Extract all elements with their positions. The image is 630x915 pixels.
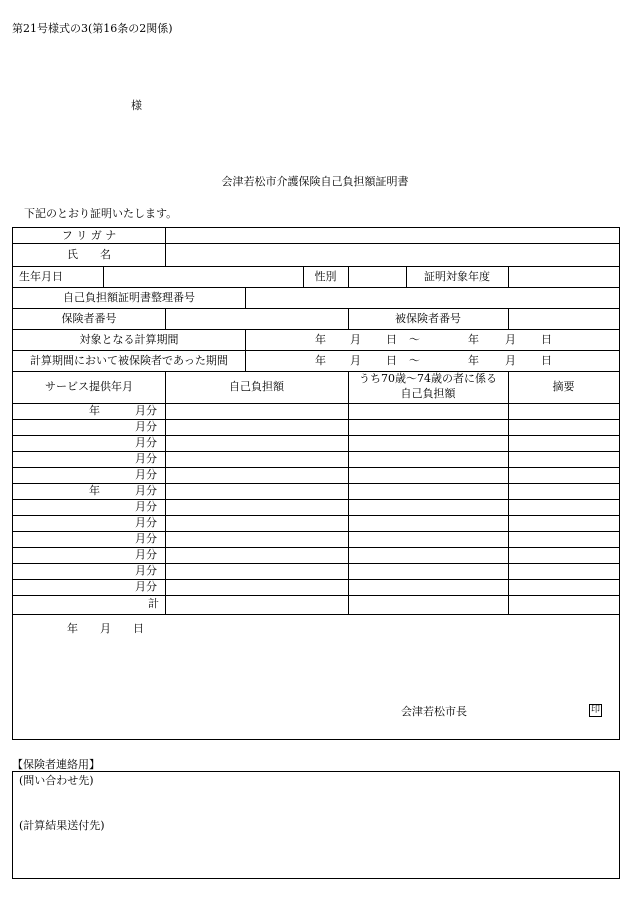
- period2-month: 月: [350, 354, 361, 367]
- send-to-label: (計算結果送付先): [19, 819, 105, 832]
- form-number: 第21号様式の3(第16条の2関係): [12, 22, 173, 35]
- month-row: 月分: [135, 580, 157, 593]
- month-row: 月分: [135, 500, 157, 513]
- name-label: 氏 名: [67, 248, 111, 261]
- month-row: 月分: [135, 564, 157, 577]
- period1-tilde: ～: [409, 333, 420, 346]
- insurer-number-label: 保険者番号: [61, 312, 117, 325]
- certificate-form: [12, 227, 620, 740]
- intro-text: 下記のとおり証明いたします。: [24, 207, 178, 220]
- month-row: 月分: [135, 516, 157, 529]
- month-row: 月分: [135, 452, 157, 465]
- period2-end-year: 年: [468, 354, 479, 367]
- period2-end-day: 日: [541, 354, 552, 367]
- cert-number-label: 自己負担額証明書整理番号: [63, 291, 195, 304]
- col-service-header: サービス提供年月: [45, 380, 133, 393]
- month-row: 月分: [135, 532, 157, 545]
- month-row: 月分: [135, 436, 157, 449]
- month-row: 月分: [135, 484, 157, 497]
- furigana-label: フ リ ガ ナ: [61, 229, 117, 242]
- period1-month: 月: [350, 333, 361, 346]
- period2-end-month: 月: [505, 354, 516, 367]
- insured-number-label: 被保険者番号: [395, 312, 461, 325]
- seal-icon: 印: [590, 705, 600, 715]
- gender-label: 性別: [314, 270, 337, 283]
- col-age-header-line1: うち70歳～74歳の者に係る: [359, 372, 497, 385]
- period1-end-year: 年: [468, 333, 479, 346]
- issue-date: 年 月 日: [67, 622, 144, 635]
- col-summary-header: 摘要: [552, 380, 575, 393]
- birthdate-label: 生年月日: [19, 270, 63, 283]
- addressee-suffix: 様: [131, 99, 142, 112]
- period2-year: 年: [315, 354, 326, 367]
- period1-end-day: 日: [541, 333, 552, 346]
- contact-box: [12, 771, 620, 879]
- period1-year: 年: [315, 333, 326, 346]
- month-row: 月分: [135, 468, 157, 481]
- target-period-label: 対象となる計算期間: [79, 333, 179, 346]
- month-row-year-1: 年: [89, 404, 100, 417]
- col-age-header-line2: 自己負担額: [400, 387, 456, 400]
- month-row: 月分: [135, 404, 157, 417]
- document-title: 会津若松市介護保険自己負担額証明書: [221, 175, 409, 188]
- period1-end-month: 月: [505, 333, 516, 346]
- mayor-title: 会津若松市長: [401, 705, 467, 718]
- cert-year-label: 証明対象年度: [424, 270, 490, 283]
- insured-period-label: 計算期間において被保険者であった期間: [30, 354, 228, 367]
- period2-tilde: ～: [409, 354, 420, 367]
- period2-day: 日: [386, 354, 397, 367]
- total-row-label: 計: [148, 597, 159, 610]
- month-row: 月分: [135, 420, 157, 433]
- month-row-year-2: 年: [89, 484, 100, 497]
- contact-heading: 【保険者連絡用】: [12, 758, 100, 771]
- inquiry-label: (問い合わせ先): [19, 774, 94, 787]
- period1-day: 日: [386, 333, 397, 346]
- month-row: 月分: [135, 548, 157, 561]
- col-self-pay-header: 自己負担額: [229, 380, 284, 393]
